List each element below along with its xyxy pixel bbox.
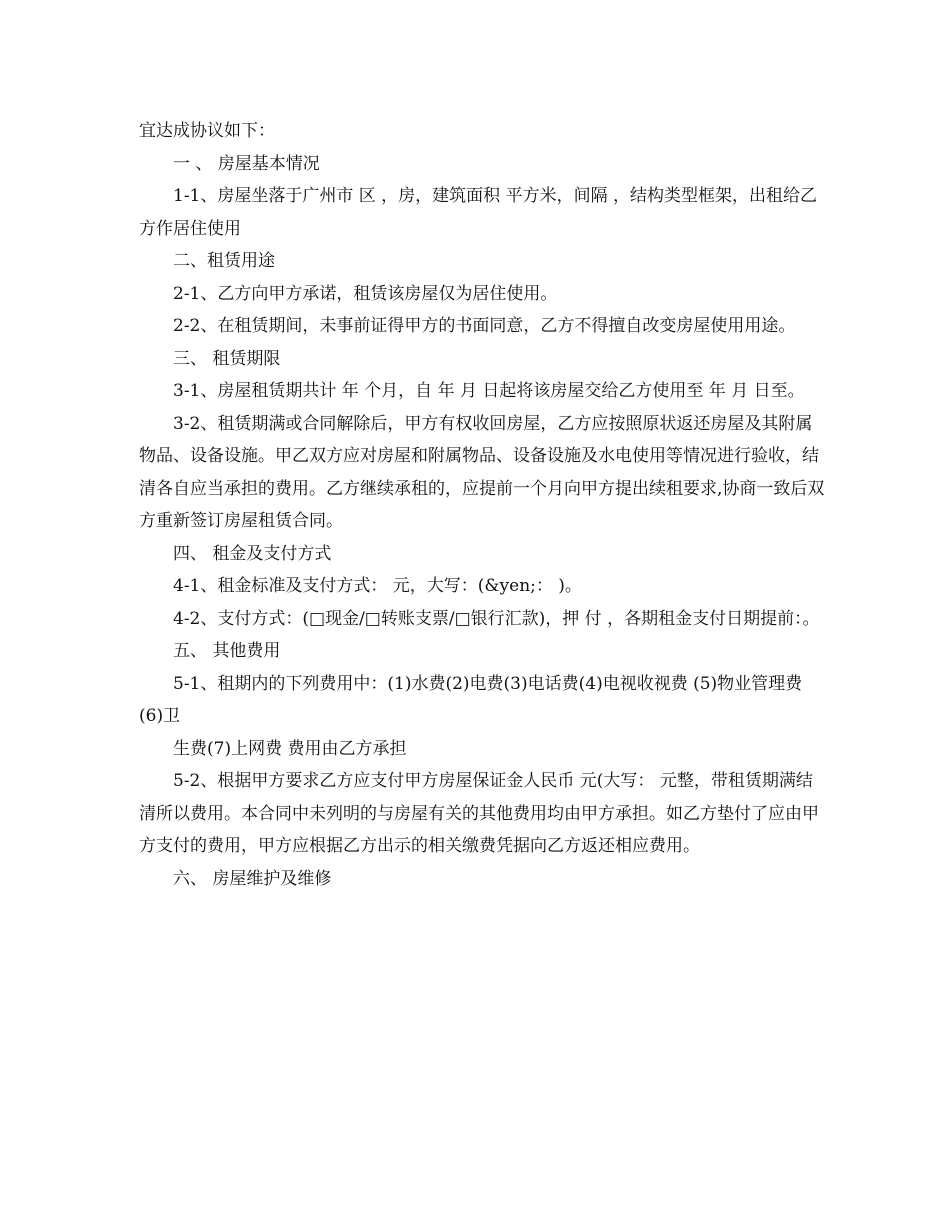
clause-3-2: 3-2、租赁期满或合同解除后，甲方有权收回房屋，乙方应按照原状返还房屋及其附属物品、设备设施。甲乙双方应对房屋和附属物品、设备设施及水电使用等情况进行验收，结清各自应当承担的费用。乙方继续承租的，应提前一个月向甲方提出续租要求,协商一致后双方重新签订房屋租赁合同。 xyxy=(139,413,825,531)
clause-2-1: 2-1、乙方向甲方承诺，租赁该房屋仅为居住使用。 xyxy=(173,283,558,304)
clause-4-2: 4-2、支付方式：(□现金/□转账支票/□银行汇款)，押 付 ，各期租金支付日期提前：。 xyxy=(173,608,820,629)
clause-1-1: 1-1、房屋坐落于广州市 区 ，房，建筑面积 平方米，间隔 ，结构类型框架，出租给乙方作居住使用 xyxy=(139,186,817,239)
clause-5-1: 5-1、租期内的下列费用中：(1)水费(2)电费(3)电话费(4)电视收视费 (5)物业管理费 (6)卫 xyxy=(139,673,803,726)
paragraph-intro: 宜达成协议如下： xyxy=(139,121,275,141)
section-heading-2: 二、租赁用途 xyxy=(173,251,275,271)
clause-5-2: 5-2、根据甲方要求乙方应支付甲方房屋保证金人民币 元(大写： 元整，带租赁期满结清所以费用。本合同中未列明的与房屋有关的其他费用均由甲方承担。如乙方垫付了应由甲方支付的费用，甲方应根据乙方出示的相关缴费凭据向乙方返还相应费用。 xyxy=(139,771,819,856)
document-body xyxy=(139,115,829,895)
clause-4-1: 4-1、租金标准及支付方式： 元，大写：(&yen;： )。 xyxy=(173,576,582,596)
clause-5-1-continued: 生费(7)上网费 费用由乙方承担 xyxy=(173,738,407,759)
section-heading-3: 三、 租赁期限 xyxy=(173,348,281,369)
section-heading-6: 六、 房屋维护及维修 xyxy=(173,868,332,889)
section-heading-4: 四、 租金及支付方式 xyxy=(173,543,332,564)
section-heading-1: 一 、 房屋基本情况 xyxy=(173,153,320,174)
clause-2-2: 2-2、在租赁期间，未事前证得甲方的书面同意，乙方不得擅自改变房屋使用用途。 xyxy=(173,316,796,336)
clause-3-1: 3-1、房屋租赁期共计 年 个月，自 年 月 日起将该房屋交给乙方使用至 年 月 日至。 xyxy=(173,381,805,401)
section-heading-5: 五、 其他费用 xyxy=(173,641,281,661)
